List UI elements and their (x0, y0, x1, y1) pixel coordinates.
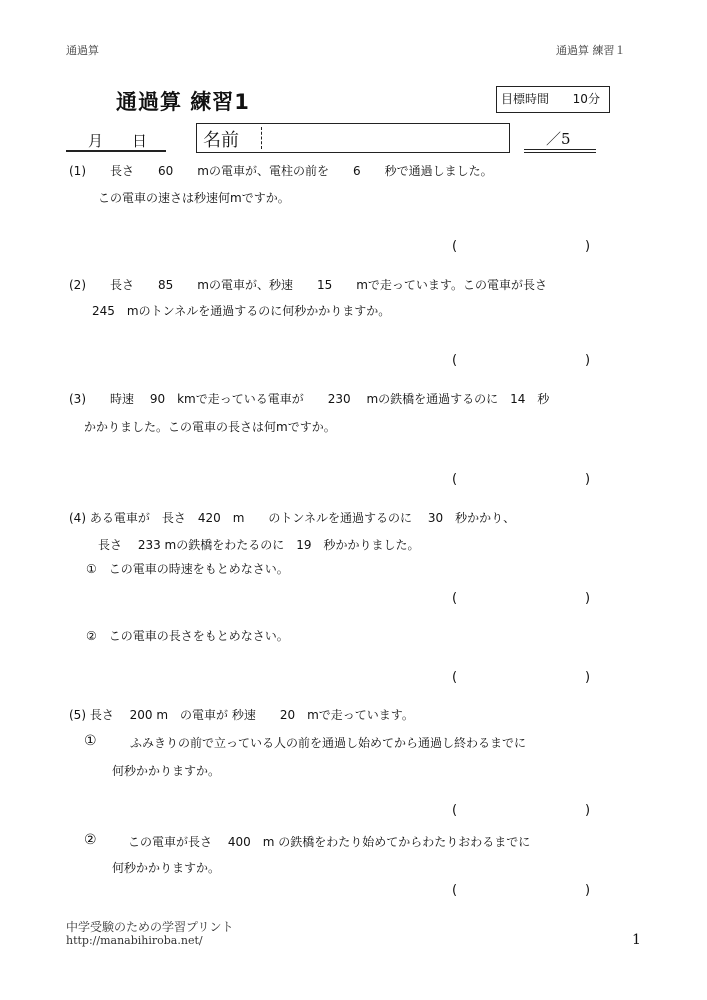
question-5-sub-2-line-1: この電車が長さ 400 m の鉄橋をわたり始めてからわたりおわるまでに (128, 835, 531, 849)
answer-5-1-close: ) (585, 803, 591, 818)
question-1-line-2: この電車の速さは秒速何mですか。 (98, 191, 290, 205)
answer-1-open: ( (452, 239, 458, 254)
question-1-line-1: (1) 長さ 60 mの電車が、電柱の前を 6 秒で通過しました。 (69, 164, 493, 178)
name-divider (261, 127, 262, 149)
question-5-sub-1-line-1: ふみきりの前で立っている人の前を通過し始めてから通過し終わるまでに (130, 736, 527, 750)
answer-5-1-open: ( (452, 803, 458, 818)
target-time-box (496, 86, 610, 113)
question-5-sub-2-line-2: 何秒かかりますか。 (112, 861, 221, 875)
date-underline (66, 150, 166, 152)
question-4-line-1: (4) ある電車が 長さ 420 m のトンネルを通過するのに 30 秒かかり、 (69, 511, 516, 525)
answer-3-close: ) (585, 472, 591, 487)
question-4-line-2: 長さ 233 mの鉄橋をわたるのに 19 秒かかりました。 (98, 538, 420, 552)
target-time-value: 10分 (572, 92, 600, 106)
question-5-sub-2-mark: ② (84, 832, 97, 848)
question-5-sub-1-mark: ① (84, 733, 97, 749)
name-field[interactable] (196, 123, 510, 153)
question-3-line-2: かかりました。この電車の長さは何mですか。 (84, 420, 336, 434)
page-title: 通過算 練習1 (116, 90, 250, 114)
date-day: 日 (132, 132, 148, 150)
score-underline-1 (524, 149, 596, 150)
question-5-sub-1-line-2: 何秒かかりますか。 (112, 764, 221, 778)
answer-1-close: ) (585, 239, 591, 254)
target-time-label: 目標時間 (501, 92, 550, 106)
date-month: 月 (88, 132, 104, 150)
footer-url[interactable]: http://manabihiroba.net/ (66, 934, 203, 947)
score-underline-2 (524, 152, 596, 153)
question-4-sub-2: ② この電車の長さをもとめなさい。 (86, 629, 289, 643)
question-5-line-1: (5) 長さ 200 m の電車が 秒速 20 mで走っています。 (69, 708, 414, 722)
question-4-sub-1: ① この電車の時速をもとめなさい。 (86, 562, 289, 576)
answer-4-2-open: ( (452, 670, 458, 685)
question-2-line-2: 245 mのトンネルを通過するのに何秒かかりますか。 (92, 304, 391, 318)
answer-5-2-open: ( (452, 883, 458, 898)
answer-4-1-open: ( (452, 591, 458, 606)
question-3-line-1: (3) 時速 90 kmで走っている電車が 230 mの鉄橋を通過するのに 14 秒 (69, 392, 550, 406)
page-number: 1 (632, 932, 641, 948)
answer-3-open: ( (452, 472, 458, 487)
answer-2-open: ( (452, 353, 458, 368)
answer-4-1-close: ) (585, 591, 591, 606)
name-label: 名前 (203, 130, 239, 151)
footer-line-1: 中学受験のための学習プリント (66, 920, 234, 934)
header-right: 通過算 練習１ (556, 44, 626, 57)
header-left: 通過算 (66, 44, 99, 57)
answer-2-close: ) (585, 353, 591, 368)
answer-4-2-close: ) (585, 670, 591, 685)
question-2-line-1: (2) 長さ 85 mの電車が、秒速 15 mで走っています。この電車が長さ (69, 278, 547, 292)
score: ／5 (546, 130, 571, 148)
answer-5-2-close: ) (585, 883, 591, 898)
